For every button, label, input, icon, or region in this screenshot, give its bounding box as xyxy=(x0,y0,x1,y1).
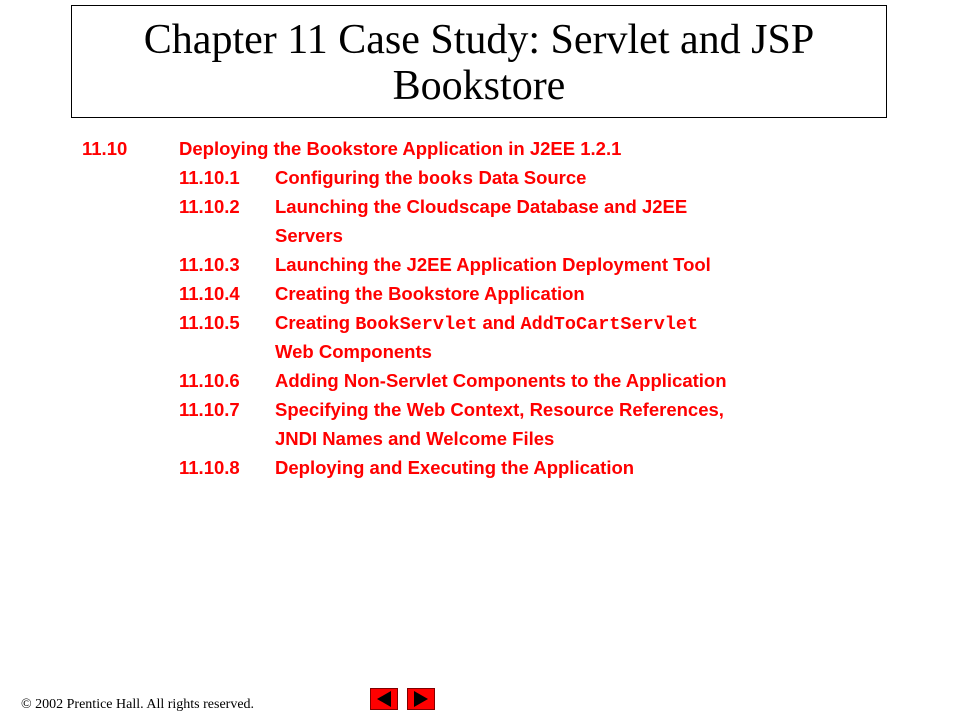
subsection-number: 11.10.4 xyxy=(179,283,240,304)
section-title: Deploying the Bookstore Application in J2EE 1.2.1 xyxy=(179,138,622,159)
subsection-title-continued: JNDI Names and Welcome Files xyxy=(275,428,555,449)
subsection-text: Configuring the xyxy=(275,167,418,188)
left-arrow-icon xyxy=(377,691,391,707)
subsection-title: Launching the J2EE Application Deployment Tool xyxy=(275,254,711,275)
subsection-number: 11.10.3 xyxy=(179,254,240,275)
code-term: AddToCartServlet xyxy=(520,314,699,335)
code-term: BookServlet xyxy=(355,314,478,335)
subsection-title: Deploying and Executing the Application xyxy=(275,457,635,478)
subsection-number: 11.10.8 xyxy=(179,457,240,478)
right-arrow-icon xyxy=(414,691,428,707)
slide-title-line2: Bookstore xyxy=(392,62,566,109)
copyright-notice: © 2002 Prentice Hall. All rights reserved. xyxy=(21,697,255,712)
section-number: 11.10 xyxy=(82,138,128,159)
subsection-number: 11.10.5 xyxy=(179,312,240,333)
subsection-title: Adding Non-Servlet Components to the Application xyxy=(275,370,727,391)
subsection-text: and xyxy=(477,312,521,333)
subsection-title: Creating the Bookstore Application xyxy=(275,283,585,304)
subsection-title xyxy=(275,163,586,194)
subsection-number: 11.10.7 xyxy=(179,399,240,420)
code-term: books xyxy=(417,169,474,190)
subsection-text: Creating xyxy=(275,312,356,333)
next-slide-button[interactable] xyxy=(407,688,435,710)
subsection-title xyxy=(275,308,698,339)
subsection-number: 11.10.2 xyxy=(179,196,240,217)
previous-slide-button[interactable] xyxy=(370,688,398,710)
subsection-title: Launching the Cloudscape Database and J2EE xyxy=(275,196,688,217)
slide-title-line1: Chapter 11 Case Study: Servlet and JSP xyxy=(143,16,815,63)
subsection-text: Data Source xyxy=(473,167,587,188)
subsection-title: Specifying the Web Context, Resource References, xyxy=(275,399,724,420)
subsection-title-continued: Servers xyxy=(275,225,343,246)
subsection-number: 11.10.1 xyxy=(179,167,240,188)
subsection-title-continued: Web Components xyxy=(275,341,432,362)
subsection-number: 11.10.6 xyxy=(179,370,240,391)
